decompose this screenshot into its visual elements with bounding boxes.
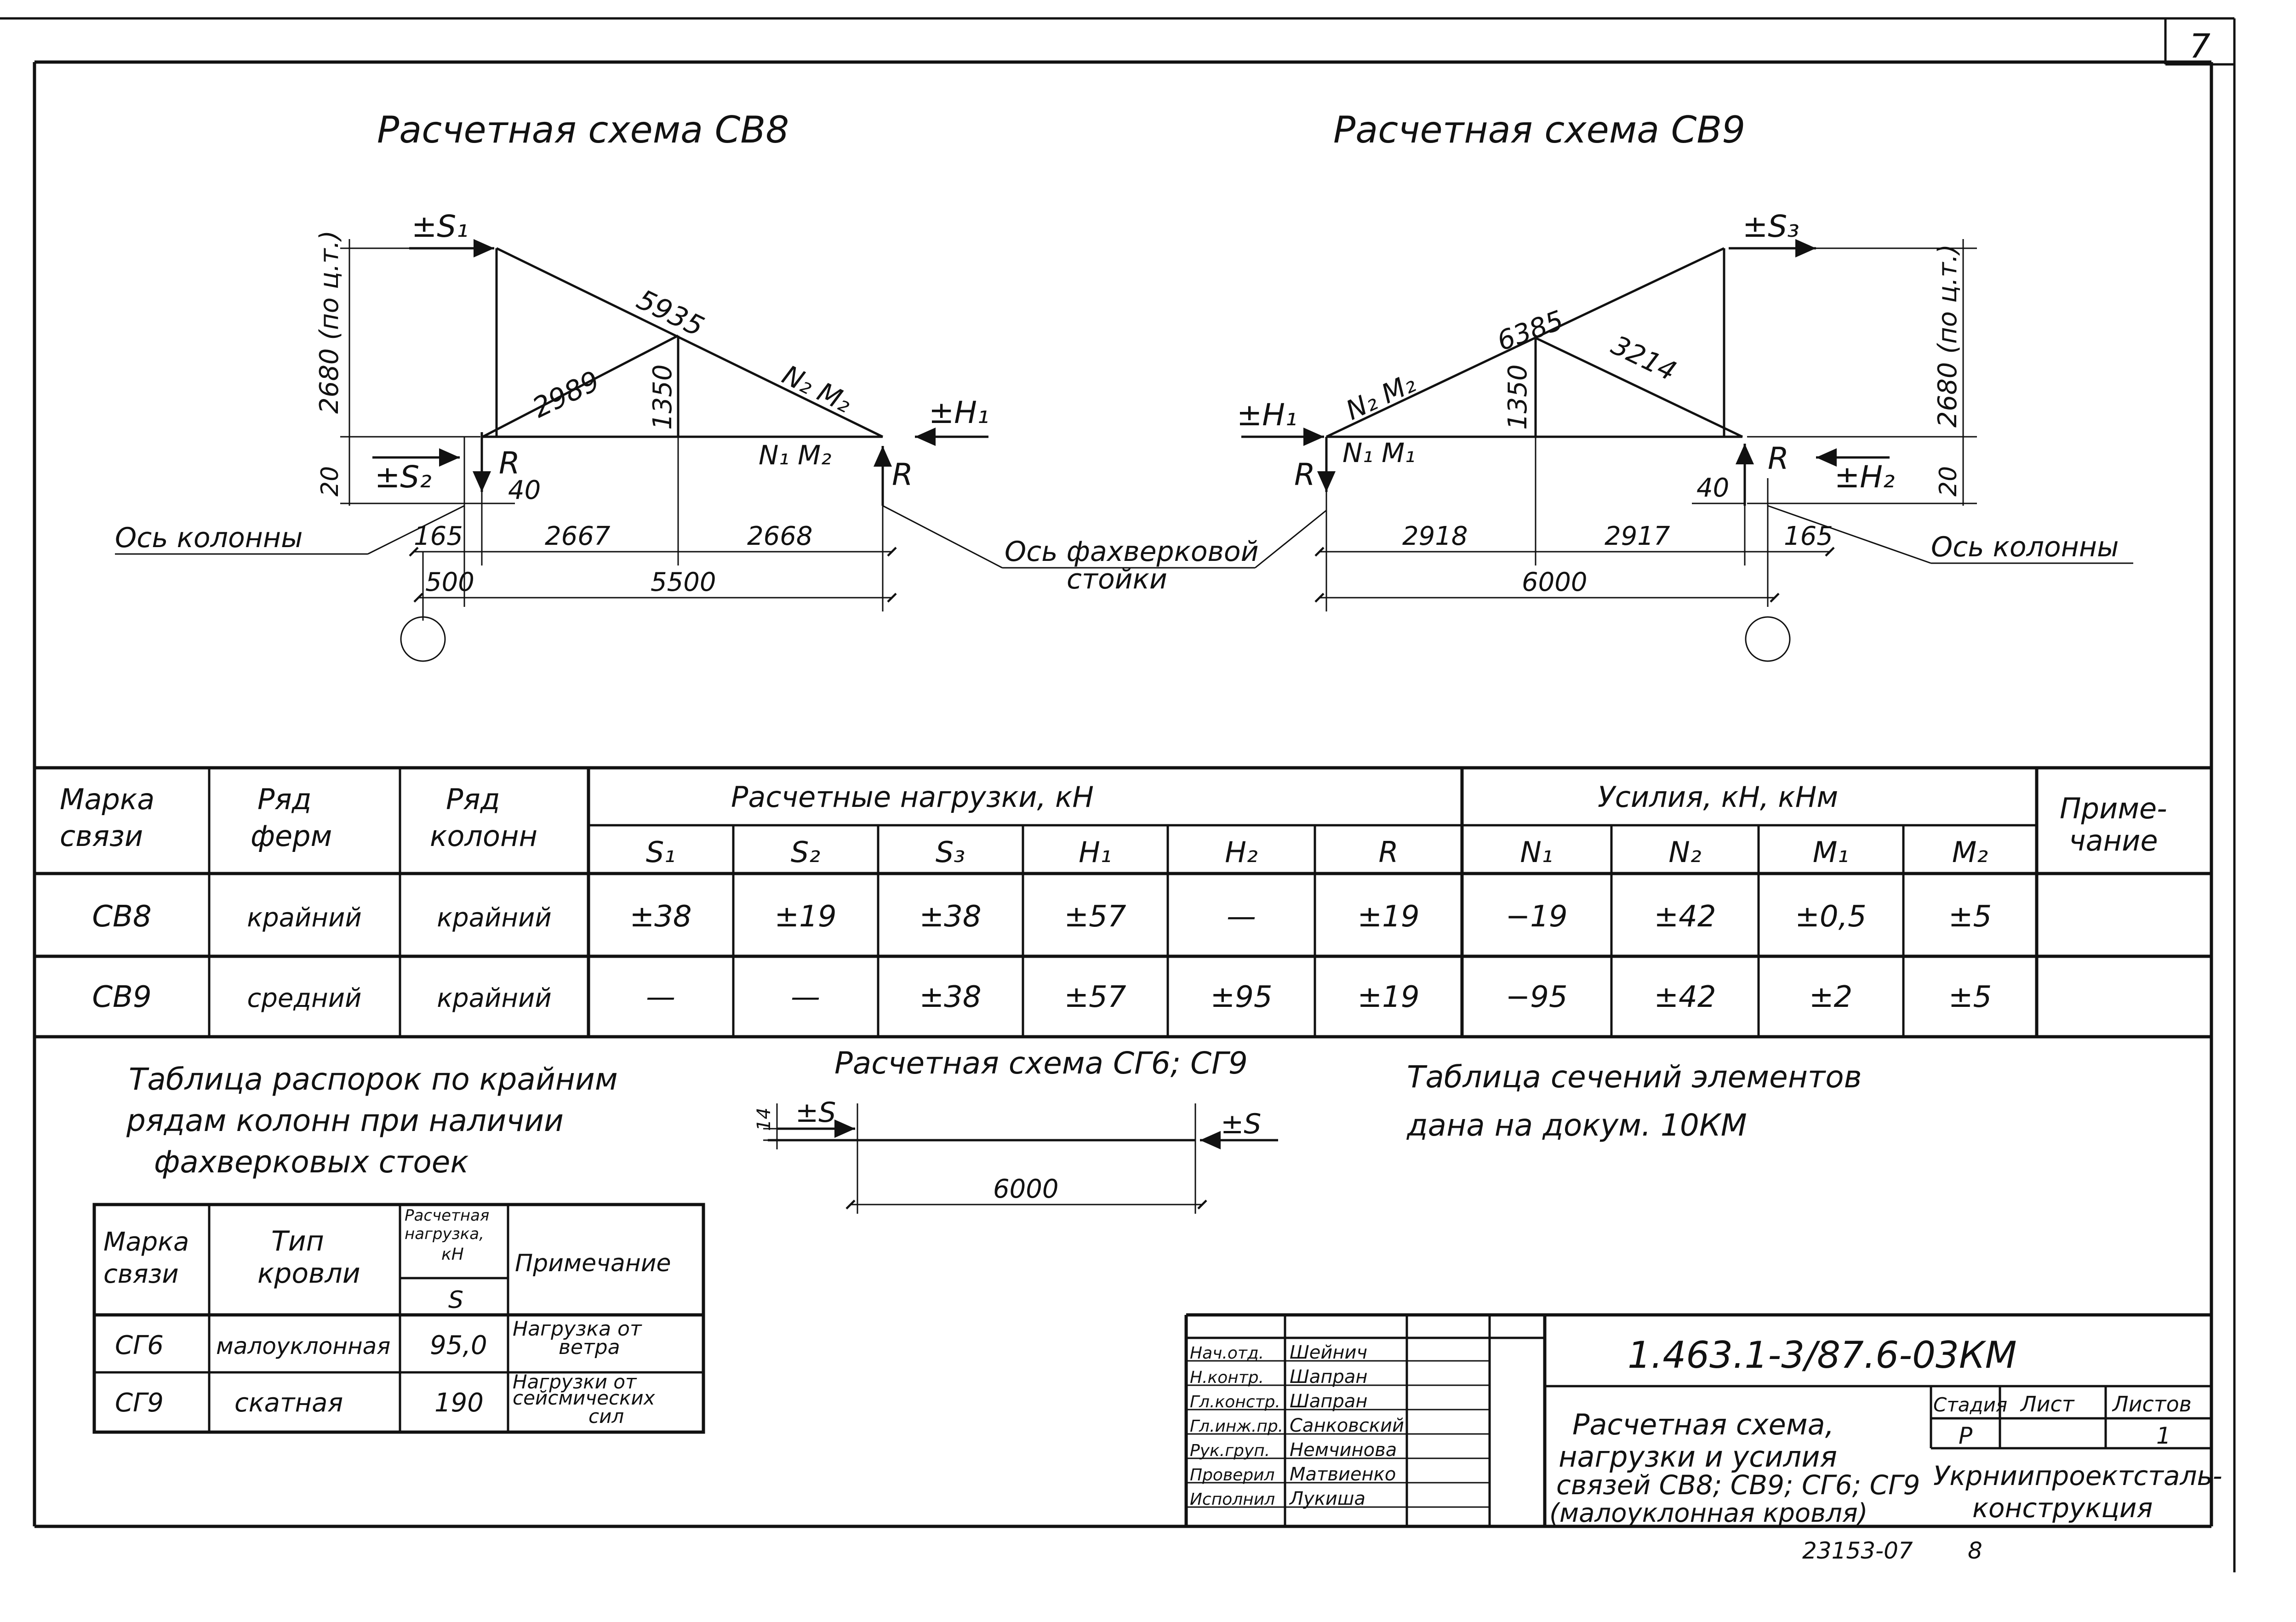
cell-r1-c2: крайний bbox=[437, 983, 552, 1013]
cb9-title: Расчетная схема СВ9 bbox=[1333, 109, 1746, 151]
tb-sheets: 1 bbox=[2156, 1422, 2171, 1449]
cb9-n1m1: N₁ M₁ bbox=[1342, 437, 1416, 468]
cb9-d2917: 2917 bbox=[1605, 521, 1670, 551]
tb-h-sheet: Лист bbox=[2021, 1392, 2074, 1416]
st-r1-note-2: ветра bbox=[559, 1336, 620, 1359]
tb-stage: Р bbox=[1959, 1422, 1973, 1449]
cb8-n2m2: N₂ M₂ bbox=[777, 359, 857, 419]
cb8-d165: 165 bbox=[414, 521, 463, 551]
loads-table bbox=[34, 768, 2211, 1037]
cell-r1-c7: ±95 bbox=[1210, 980, 1273, 1014]
cb9-diag-short: 3214 bbox=[1606, 329, 1681, 388]
st-h-load-1: Расчетная bbox=[405, 1206, 490, 1225]
cb9-vert-dim: 2680 (по ц.т.) bbox=[1933, 244, 1963, 428]
cb9-col-axis: Ось колонны bbox=[1931, 531, 2119, 563]
tb-name-1: Шапран bbox=[1290, 1366, 1368, 1388]
st-h-note: Примечание bbox=[515, 1250, 671, 1277]
cb8-title: Расчетная схема СВ8 bbox=[377, 109, 789, 151]
cell-r1-c0: СВ9 bbox=[92, 980, 152, 1014]
cell-r0-c7: — bbox=[1227, 900, 1256, 934]
sections-note-2: дана на докум. 10КМ bbox=[1407, 1108, 1747, 1143]
cell-r0-c8: ±19 bbox=[1357, 900, 1420, 934]
cb8-col-axis: Ось колонны bbox=[115, 522, 303, 554]
th-sub-0: S₁ bbox=[645, 835, 676, 869]
cb9-r2: R bbox=[1768, 441, 1789, 476]
st-r2-type: скатная bbox=[234, 1388, 343, 1418]
th-mark-2: связи bbox=[60, 819, 143, 853]
st-r1-mark: СГ6 bbox=[115, 1331, 164, 1360]
tb-name-6: Лукиша bbox=[1290, 1488, 1366, 1509]
cb8-dim40: 40 bbox=[508, 475, 541, 505]
scheme-sg bbox=[754, 1045, 1278, 1214]
table-subheaders bbox=[646, 835, 1988, 869]
spacer-caption-3: фахверковых стоек bbox=[154, 1144, 469, 1180]
cell-r0-c5: ±38 bbox=[919, 900, 982, 934]
cell-r1-c4: — bbox=[791, 980, 820, 1014]
tb-role-6: Исполнил bbox=[1190, 1490, 1275, 1509]
cb8-h1: ±H₁ bbox=[929, 395, 989, 430]
th-sub-8: M₁ bbox=[1812, 835, 1849, 869]
th-sub-2: S₃ bbox=[935, 835, 965, 869]
th-sub-7: N₂ bbox=[1668, 835, 1702, 869]
cell-r1-c8: ±19 bbox=[1357, 980, 1420, 1014]
cell-r0-c6: ±57 bbox=[1064, 900, 1126, 934]
cb8-d2667: 2667 bbox=[545, 521, 611, 551]
sections-note bbox=[1406, 1059, 1862, 1143]
st-r2-note-3: сил bbox=[588, 1405, 624, 1428]
st-h-s: S bbox=[448, 1286, 464, 1314]
cb8-vert-dim: 2680 (по ц.т.) bbox=[314, 230, 344, 414]
st-r1-load: 95,0 bbox=[430, 1331, 487, 1360]
cb8-diag-long: 5935 bbox=[631, 283, 709, 343]
tb-role-2: Гл.констр. bbox=[1190, 1393, 1280, 1411]
sg-title: Расчетная схема СГ6; СГ9 bbox=[834, 1045, 1248, 1081]
st-r1-type: малоуклонная bbox=[216, 1333, 391, 1359]
sg-s-left: ±S bbox=[795, 1097, 836, 1129]
cb8-r2: R bbox=[892, 457, 913, 492]
cell-r1-c5: ±38 bbox=[919, 980, 982, 1014]
th-farm-2: ферм bbox=[251, 819, 332, 853]
cb8-d5500: 5500 bbox=[651, 567, 716, 597]
tb-role-4: Рук.груп. bbox=[1190, 1441, 1270, 1460]
spacer-caption-1: Таблица распорок по крайним bbox=[129, 1062, 618, 1097]
tb-desc-3: связей СВ8; СВ9; СГ6; СГ9 bbox=[1556, 1469, 1920, 1501]
fachwerk-axis-line1: Ось фахверковой bbox=[1005, 536, 1259, 568]
cell-r1-c11: ±2 bbox=[1809, 980, 1853, 1014]
cb9-dim40: 40 bbox=[1696, 473, 1730, 503]
cb8-n1m2: N₁ M₂ bbox=[759, 440, 832, 471]
tb-name-0: Шейнич bbox=[1290, 1342, 1368, 1363]
st-r2-note-1: Нагрузки от bbox=[513, 1371, 637, 1393]
st-r2-mark: СГ9 bbox=[115, 1388, 164, 1418]
th-note-1: Приме- bbox=[2060, 792, 2167, 825]
st-r2-load: 190 bbox=[434, 1388, 484, 1418]
cell-r0-c9: −19 bbox=[1505, 900, 1568, 934]
fachwerk-axis-label bbox=[883, 506, 1326, 595]
cell-r0-c12: ±5 bbox=[1948, 900, 1992, 934]
st-h-load-2: нагрузка, bbox=[405, 1225, 484, 1243]
th-mark-1: Марка bbox=[60, 782, 155, 816]
cell-r0-c3: ±38 bbox=[629, 900, 692, 934]
cb9-d165: 165 bbox=[1784, 521, 1833, 551]
cell-r1-c6: ±57 bbox=[1064, 980, 1126, 1014]
cb8-small-dim: 20 bbox=[316, 466, 344, 497]
st-r1-note-1: Нагрузка от bbox=[513, 1317, 642, 1341]
tb-footer-8: 8 bbox=[1968, 1537, 1982, 1564]
th-note-2: чание bbox=[2069, 824, 2158, 857]
tb-name-2: Шапран bbox=[1290, 1391, 1368, 1412]
th-farm-1: Ряд bbox=[257, 782, 312, 816]
tb-org-1: Укрниипроектсталь- bbox=[1933, 1460, 2222, 1491]
th-forces: Усилия, кН, кНм bbox=[1598, 780, 1839, 814]
tb-role-3: Гл.инж.пр. bbox=[1190, 1417, 1284, 1436]
th-sub-3: H₁ bbox=[1079, 835, 1112, 869]
th-sub-1: S₂ bbox=[790, 835, 821, 869]
cell-r0-c11: ±0,5 bbox=[1795, 900, 1867, 934]
cell-r0-c0: СВ8 bbox=[92, 900, 152, 934]
cb9-d6000: 6000 bbox=[1522, 567, 1588, 597]
tb-org-2: конструкция bbox=[1972, 1492, 2153, 1524]
st-r2-note-2: сейсмических bbox=[513, 1387, 655, 1409]
sg-dim6000: 6000 bbox=[993, 1174, 1059, 1204]
cb9-d2918: 2918 bbox=[1402, 521, 1468, 551]
cell-r1-c9: −95 bbox=[1505, 980, 1568, 1014]
cell-r1-c1: средний bbox=[247, 983, 362, 1013]
st-h-load-3: кН bbox=[441, 1245, 464, 1264]
tb-desc-2: нагрузки и усилия bbox=[1559, 1440, 1837, 1474]
th-loads: Расчетные нагрузки, кН bbox=[731, 780, 1094, 814]
cb8-s2: ±S₂ bbox=[375, 459, 432, 495]
th-sub-9: M₂ bbox=[1952, 835, 1988, 869]
sg-dim14: 14 bbox=[754, 1108, 775, 1131]
cb9-height-mid: 1350 bbox=[1503, 364, 1533, 430]
cb8-d500: 500 bbox=[425, 567, 474, 597]
th-col-2: колонн bbox=[430, 819, 538, 853]
cb8-height-mid: 1350 bbox=[648, 364, 678, 430]
st-h-type-2: кровли bbox=[257, 1257, 360, 1290]
sg-s-right: ±S bbox=[1221, 1108, 1262, 1140]
th-sub-5: R bbox=[1378, 835, 1399, 869]
tb-code: 1.463.1-3/87.6-03КМ bbox=[1628, 1334, 2017, 1376]
cell-r0-c10: ±42 bbox=[1654, 900, 1716, 934]
cb9-h1: ±H₁ bbox=[1237, 397, 1297, 433]
tb-name-3: Санковский bbox=[1290, 1415, 1404, 1436]
cb9-h2: ±H₂ bbox=[1834, 459, 1895, 495]
sections-note-1: Таблица сечений элементов bbox=[1407, 1059, 1862, 1095]
tb-name-4: Немчинова bbox=[1290, 1439, 1397, 1461]
tb-desc-1: Расчетная схема, bbox=[1572, 1408, 1834, 1441]
cb9-r1: R bbox=[1294, 457, 1315, 492]
fachwerk-axis-line2: стойки bbox=[1067, 563, 1167, 595]
cell-r1-c3: — bbox=[646, 980, 675, 1014]
st-h-mark-2: связи bbox=[103, 1259, 179, 1289]
scheme-cb9 bbox=[1237, 109, 2133, 661]
cb8-r1: R bbox=[499, 445, 520, 481]
cb9-diag-long: 6385 bbox=[1493, 304, 1568, 357]
cb8-d2668: 2668 bbox=[747, 521, 813, 551]
cell-r1-c12: ±5 bbox=[1948, 980, 1992, 1014]
sheet-number: 7 bbox=[2189, 27, 2210, 65]
scheme-cb8 bbox=[115, 109, 989, 661]
tb-h-stage: Стадия bbox=[1933, 1394, 2008, 1416]
st-h-type-1: Тип bbox=[271, 1225, 324, 1257]
tb-footer-num: 23153-07 bbox=[1802, 1537, 1913, 1564]
tb-role-5: Проверил bbox=[1190, 1466, 1275, 1485]
cb9-s3: ±S₃ bbox=[1742, 209, 1799, 244]
th-sub-4: H₂ bbox=[1225, 835, 1258, 869]
cell-r0-c4: ±19 bbox=[774, 900, 837, 934]
cell-r1-c10: ±42 bbox=[1654, 980, 1716, 1014]
th-col-1: Ряд bbox=[446, 782, 500, 816]
cb9-n2m2: N₂ M₂ bbox=[1341, 367, 1421, 427]
tb-role-1: Н.контр. bbox=[1190, 1368, 1264, 1387]
spacer-caption-2: рядам колонн при наличии bbox=[126, 1103, 564, 1138]
st-h-mark-1: Марка bbox=[103, 1227, 189, 1257]
cb8-s1: ±S₁ bbox=[411, 209, 468, 244]
tb-name-5: Матвиенко bbox=[1290, 1464, 1396, 1485]
cell-r0-c2: крайний bbox=[437, 903, 552, 933]
cb8-diag-short: 2989 bbox=[527, 365, 605, 425]
tb-h-sheets: Листов bbox=[2113, 1392, 2192, 1416]
tb-role-0: Нач.отд. bbox=[1190, 1344, 1264, 1363]
th-sub-6: N₁ bbox=[1520, 835, 1553, 869]
spacer-section bbox=[94, 1062, 703, 1432]
tb-desc-4: (малоуклонная кровля) bbox=[1549, 1498, 1868, 1528]
cb9-small-dim: 20 bbox=[1935, 466, 1962, 497]
title-block-signatures bbox=[1190, 1342, 1404, 1509]
cell-r0-c1: крайний bbox=[247, 903, 362, 933]
